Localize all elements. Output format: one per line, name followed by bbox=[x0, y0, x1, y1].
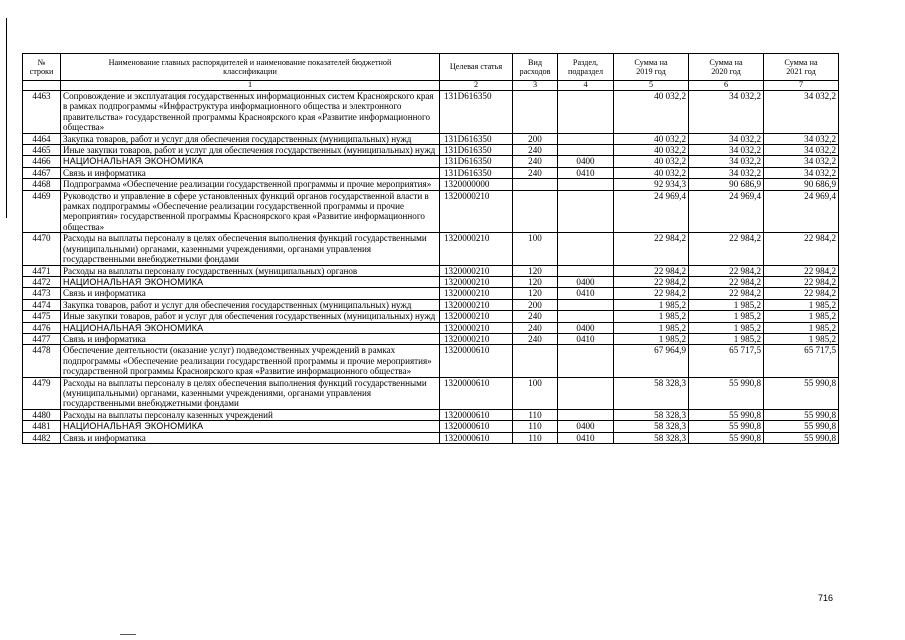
sum-2021-cell: 34 032,2 bbox=[764, 91, 839, 134]
table-row bbox=[23, 265, 839, 276]
header-sum-2021: Сумма на 2021 год bbox=[764, 54, 839, 81]
target-code-cell: 1320000210 bbox=[440, 233, 513, 265]
row-number-cell: 4469 bbox=[23, 190, 61, 233]
target-code-cell: 1320000610 bbox=[440, 409, 513, 420]
row-name-cell: Иные закупки товаров, работ и услуг для обеспечения государственных (муниципальных) нужд bbox=[61, 145, 440, 156]
row-number-cell: 4463 bbox=[23, 91, 61, 134]
sum-2019-cell: 40 032,2 bbox=[614, 133, 689, 144]
sum-2019-cell: 67 964,9 bbox=[614, 345, 689, 377]
table-row bbox=[23, 299, 839, 310]
expense-kind-cell: 240 bbox=[513, 311, 558, 322]
sum-2019-cell: 22 984,2 bbox=[614, 276, 689, 287]
expense-kind-cell bbox=[513, 345, 558, 377]
row-name-cell: Иные закупки товаров, работ и услуг для обеспечения государственных (муниципальных) нужд bbox=[61, 311, 440, 322]
sum-2019-cell: 1 985,2 bbox=[614, 322, 689, 333]
row-name-cell: Расходы на выплаты персоналу государственных (муниципальных) органов bbox=[61, 265, 440, 276]
expense-kind-cell: 240 bbox=[513, 322, 558, 333]
table-row bbox=[23, 276, 839, 287]
table-row bbox=[23, 288, 839, 299]
row-name-cell: Подпрограмма «Обеспечение реализации государственной программы и прочие мероприятия» bbox=[61, 179, 440, 190]
section-cell bbox=[558, 133, 614, 144]
table-row bbox=[23, 311, 839, 322]
col-number: 3 bbox=[513, 81, 558, 91]
sum-2020-cell: 34 032,2 bbox=[689, 91, 764, 134]
row-number-cell: 4477 bbox=[23, 333, 61, 344]
page-number: 716 bbox=[818, 593, 834, 603]
row-name-cell: Связь и информатика bbox=[61, 167, 440, 178]
section-cell bbox=[558, 265, 614, 276]
table-row bbox=[23, 409, 839, 420]
sum-2019-cell: 22 984,2 bbox=[614, 288, 689, 299]
sum-2020-cell: 55 990,8 bbox=[689, 377, 764, 409]
sum-2020-cell: 22 984,2 bbox=[689, 265, 764, 276]
table-row bbox=[23, 345, 839, 377]
table-row bbox=[23, 421, 839, 432]
sum-2020-cell: 65 717,5 bbox=[689, 345, 764, 377]
col-number bbox=[23, 81, 61, 91]
expense-kind-cell: 200 bbox=[513, 133, 558, 144]
row-number-cell: 4478 bbox=[23, 345, 61, 377]
sum-2021-cell: 55 990,8 bbox=[764, 377, 839, 409]
target-code-cell: 1320000610 bbox=[440, 345, 513, 377]
target-code-cell: 131D616350 bbox=[440, 167, 513, 178]
expense-kind-cell bbox=[513, 190, 558, 233]
section-cell: 0400 bbox=[558, 421, 614, 432]
row-name-cell: Сопровождение и эксплуатация государственных информационных систем Красноярского края в рамках подпрограммы «Инфраструктура информационного общества и электронного правительства» государственной программы Красноярского края «Развитие информационного общества» bbox=[61, 91, 440, 134]
section-cell: 0410 bbox=[558, 288, 614, 299]
table-body bbox=[23, 91, 839, 444]
sum-2019-cell: 1 985,2 bbox=[614, 333, 689, 344]
sum-2020-cell: 1 985,2 bbox=[689, 322, 764, 333]
row-name-cell: Руководство и управление в сфере установленных функций органов государственной власти в рамках подпрограммы «Обеспечение реализации государственной программы и прочие мероприятия» государственной программы Красноярского края «Развитие информационного общества» bbox=[61, 190, 440, 233]
table-row bbox=[23, 333, 839, 344]
header-section: Раздел, подраздел bbox=[558, 54, 614, 81]
expense-kind-cell: 120 bbox=[513, 276, 558, 287]
sum-2020-cell: 24 969,4 bbox=[689, 190, 764, 233]
sum-2020-cell: 90 686,9 bbox=[689, 179, 764, 190]
row-number-cell: 4479 bbox=[23, 377, 61, 409]
section-cell bbox=[558, 145, 614, 156]
sum-2019-cell: 40 032,2 bbox=[614, 145, 689, 156]
sum-2020-cell: 34 032,2 bbox=[689, 133, 764, 144]
sum-2020-cell: 22 984,2 bbox=[689, 288, 764, 299]
sum-2019-cell: 22 984,2 bbox=[614, 265, 689, 276]
target-code-cell: 1320000000 bbox=[440, 179, 513, 190]
sum-2021-cell: 1 985,2 bbox=[764, 299, 839, 310]
target-code-cell: 1320000210 bbox=[440, 190, 513, 233]
target-code-cell: 131D616350 bbox=[440, 133, 513, 144]
sum-2019-cell: 58 328,3 bbox=[614, 409, 689, 420]
section-cell: 0410 bbox=[558, 432, 614, 443]
footer-mark bbox=[120, 634, 136, 635]
sum-2020-cell: 55 990,8 bbox=[689, 432, 764, 443]
header-row-no: № строки bbox=[23, 54, 61, 81]
target-code-cell: 1320000210 bbox=[440, 322, 513, 333]
row-number-cell: 4464 bbox=[23, 133, 61, 144]
row-name-cell: Обеспечение деятельности (оказание услуг) подведомственных учреждений в рамках подпрограммы «Обеспечение реализации государственной программы и прочие мероприятия» государственной программы Красноярского края «Развитие информационного общества» bbox=[61, 345, 440, 377]
table-row bbox=[23, 432, 839, 443]
expense-kind-cell: 100 bbox=[513, 233, 558, 265]
sum-2020-cell: 34 032,2 bbox=[689, 156, 764, 167]
row-number-cell: 4468 bbox=[23, 179, 61, 190]
sum-2020-cell: 22 984,2 bbox=[689, 276, 764, 287]
expense-kind-cell: 240 bbox=[513, 156, 558, 167]
header-target: Целевая статья bbox=[440, 54, 513, 81]
expense-kind-cell: 120 bbox=[513, 288, 558, 299]
sum-2021-cell: 24 969,4 bbox=[764, 190, 839, 233]
sum-2019-cell: 40 032,2 bbox=[614, 156, 689, 167]
expense-kind-cell bbox=[513, 179, 558, 190]
table-row bbox=[23, 233, 839, 265]
col-number: 4 bbox=[558, 81, 614, 91]
expense-kind-cell: 200 bbox=[513, 299, 558, 310]
sum-2020-cell: 34 032,2 bbox=[689, 145, 764, 156]
sum-2021-cell: 34 032,2 bbox=[764, 156, 839, 167]
row-name-cell: Расходы на выплаты персоналу в целях обеспечения выполнения функций государственными (муниципальными) органами, казенными учреждениями, органами управления государственными внебюджетными фондами bbox=[61, 377, 440, 409]
target-code-cell: 1320000210 bbox=[440, 276, 513, 287]
sum-2019-cell: 58 328,3 bbox=[614, 432, 689, 443]
table-row bbox=[23, 322, 839, 333]
column-number-row bbox=[23, 81, 839, 91]
sum-2020-cell: 55 990,8 bbox=[689, 421, 764, 432]
sum-2020-cell: 1 985,2 bbox=[689, 311, 764, 322]
row-name-cell: Расходы на выплаты персоналу казенных учреждений bbox=[61, 409, 440, 420]
row-number-cell: 4481 bbox=[23, 421, 61, 432]
table-row bbox=[23, 91, 839, 134]
row-name-cell: Закупка товаров, работ и услуг для обеспечения государственных (муниципальных) нужд bbox=[61, 133, 440, 144]
section-cell bbox=[558, 179, 614, 190]
row-number-cell: 4474 bbox=[23, 299, 61, 310]
budget-table bbox=[22, 53, 839, 444]
row-number-cell: 4466 bbox=[23, 156, 61, 167]
header-sum-2020: Сумма на 2020 год bbox=[689, 54, 764, 81]
sum-2021-cell: 22 984,2 bbox=[764, 276, 839, 287]
target-code-cell: 131D616350 bbox=[440, 91, 513, 134]
row-number-cell: 4472 bbox=[23, 276, 61, 287]
section-cell bbox=[558, 409, 614, 420]
sum-2021-cell: 55 990,8 bbox=[764, 432, 839, 443]
sum-2021-cell: 22 984,2 bbox=[764, 233, 839, 265]
sum-2020-cell: 1 985,2 bbox=[689, 333, 764, 344]
target-code-cell: 1320000210 bbox=[440, 265, 513, 276]
section-cell: 0400 bbox=[558, 156, 614, 167]
row-name-cell: НАЦИОНАЛЬНАЯ ЭКОНОМИКА bbox=[61, 276, 440, 287]
sum-2021-cell: 90 686,9 bbox=[764, 179, 839, 190]
sum-2021-cell: 34 032,2 bbox=[764, 167, 839, 178]
expense-kind-cell: 110 bbox=[513, 409, 558, 420]
row-number-cell: 4473 bbox=[23, 288, 61, 299]
col-number: 5 bbox=[614, 81, 689, 91]
sum-2020-cell: 55 990,8 bbox=[689, 409, 764, 420]
target-code-cell: 1320000210 bbox=[440, 288, 513, 299]
row-number-cell: 4470 bbox=[23, 233, 61, 265]
sum-2019-cell: 1 985,2 bbox=[614, 311, 689, 322]
target-code-cell: 1320000610 bbox=[440, 421, 513, 432]
row-number-cell: 4471 bbox=[23, 265, 61, 276]
sum-2019-cell: 92 934,3 bbox=[614, 179, 689, 190]
target-code-cell: 1320000610 bbox=[440, 432, 513, 443]
sum-2021-cell: 55 990,8 bbox=[764, 421, 839, 432]
sum-2019-cell: 22 984,2 bbox=[614, 233, 689, 265]
row-number-cell: 4480 bbox=[23, 409, 61, 420]
sum-2021-cell: 22 984,2 bbox=[764, 265, 839, 276]
section-cell bbox=[558, 299, 614, 310]
target-code-cell: 131D616350 bbox=[440, 156, 513, 167]
row-number-cell: 4482 bbox=[23, 432, 61, 443]
target-code-cell: 131D616350 bbox=[440, 145, 513, 156]
expense-kind-cell: 100 bbox=[513, 377, 558, 409]
section-cell: 0400 bbox=[558, 322, 614, 333]
row-number-cell: 4467 bbox=[23, 167, 61, 178]
table-row bbox=[23, 156, 839, 167]
sum-2019-cell: 40 032,2 bbox=[614, 91, 689, 134]
section-cell bbox=[558, 190, 614, 233]
section-cell: 0400 bbox=[558, 276, 614, 287]
target-code-cell: 1320000210 bbox=[440, 299, 513, 310]
sum-2020-cell: 22 984,2 bbox=[689, 233, 764, 265]
sum-2021-cell: 65 717,5 bbox=[764, 345, 839, 377]
expense-kind-cell: 120 bbox=[513, 265, 558, 276]
header-name: Наименование главных распорядителей и наименование показателей бюджетной классификации bbox=[61, 54, 440, 81]
sum-2019-cell: 58 328,3 bbox=[614, 421, 689, 432]
table-row bbox=[23, 190, 839, 233]
section-cell bbox=[558, 377, 614, 409]
section-cell: 0410 bbox=[558, 167, 614, 178]
sum-2020-cell: 1 985,2 bbox=[689, 299, 764, 310]
header-row bbox=[23, 54, 839, 81]
expense-kind-cell: 240 bbox=[513, 145, 558, 156]
sum-2019-cell: 24 969,4 bbox=[614, 190, 689, 233]
row-name-cell: НАЦИОНАЛЬНАЯ ЭКОНОМИКА bbox=[61, 156, 440, 167]
expense-kind-cell: 240 bbox=[513, 167, 558, 178]
sum-2019-cell: 58 328,3 bbox=[614, 377, 689, 409]
col-number: 6 bbox=[689, 81, 764, 91]
row-number-cell: 4465 bbox=[23, 145, 61, 156]
expense-kind-cell bbox=[513, 91, 558, 134]
header-kind: Вид расходов bbox=[513, 54, 558, 81]
row-name-cell: Закупка товаров, работ и услуг для обеспечения государственных (муниципальных) нужд bbox=[61, 299, 440, 310]
expense-kind-cell: 240 bbox=[513, 333, 558, 344]
header-sum-2019: Сумма на 2019 год bbox=[614, 54, 689, 81]
table-row bbox=[23, 145, 839, 156]
row-number-cell: 4475 bbox=[23, 311, 61, 322]
col-number: 2 bbox=[440, 81, 513, 91]
sum-2021-cell: 22 984,2 bbox=[764, 288, 839, 299]
expense-kind-cell: 110 bbox=[513, 432, 558, 443]
row-name-cell: Связь и информатика bbox=[61, 333, 440, 344]
row-name-cell: НАЦИОНАЛЬНАЯ ЭКОНОМИКА bbox=[61, 421, 440, 432]
sum-2021-cell: 1 985,2 bbox=[764, 333, 839, 344]
sum-2021-cell: 1 985,2 bbox=[764, 311, 839, 322]
target-code-cell: 1320000210 bbox=[440, 311, 513, 322]
sum-2021-cell: 1 985,2 bbox=[764, 322, 839, 333]
table-row bbox=[23, 133, 839, 144]
sum-2019-cell: 1 985,2 bbox=[614, 299, 689, 310]
section-cell bbox=[558, 91, 614, 134]
section-cell bbox=[558, 233, 614, 265]
row-name-cell: Связь и информатика bbox=[61, 288, 440, 299]
sum-2019-cell: 40 032,2 bbox=[614, 167, 689, 178]
col-number: 7 bbox=[764, 81, 839, 91]
sum-2021-cell: 55 990,8 bbox=[764, 409, 839, 420]
section-cell bbox=[558, 345, 614, 377]
target-code-cell: 1320000210 bbox=[440, 333, 513, 344]
section-cell: 0410 bbox=[558, 333, 614, 344]
sum-2021-cell: 34 032,2 bbox=[764, 145, 839, 156]
table-row bbox=[23, 179, 839, 190]
expense-kind-cell: 110 bbox=[513, 421, 558, 432]
col-number: 1 bbox=[61, 81, 440, 91]
sum-2021-cell: 34 032,2 bbox=[764, 133, 839, 144]
table-row bbox=[23, 377, 839, 409]
table-row bbox=[23, 167, 839, 178]
row-name-cell: Расходы на выплаты персоналу в целях обеспечения выполнения функций государственными (муниципальными) органами, казенными учреждениями, органами управления государственными внебюджетными фондами bbox=[61, 233, 440, 265]
target-code-cell: 1320000610 bbox=[440, 377, 513, 409]
section-cell bbox=[558, 311, 614, 322]
row-number-cell: 4476 bbox=[23, 322, 61, 333]
margin-rule bbox=[6, 18, 7, 218]
row-name-cell: Связь и информатика bbox=[61, 432, 440, 443]
row-name-cell: НАЦИОНАЛЬНАЯ ЭКОНОМИКА bbox=[61, 322, 440, 333]
sum-2020-cell: 34 032,2 bbox=[689, 167, 764, 178]
